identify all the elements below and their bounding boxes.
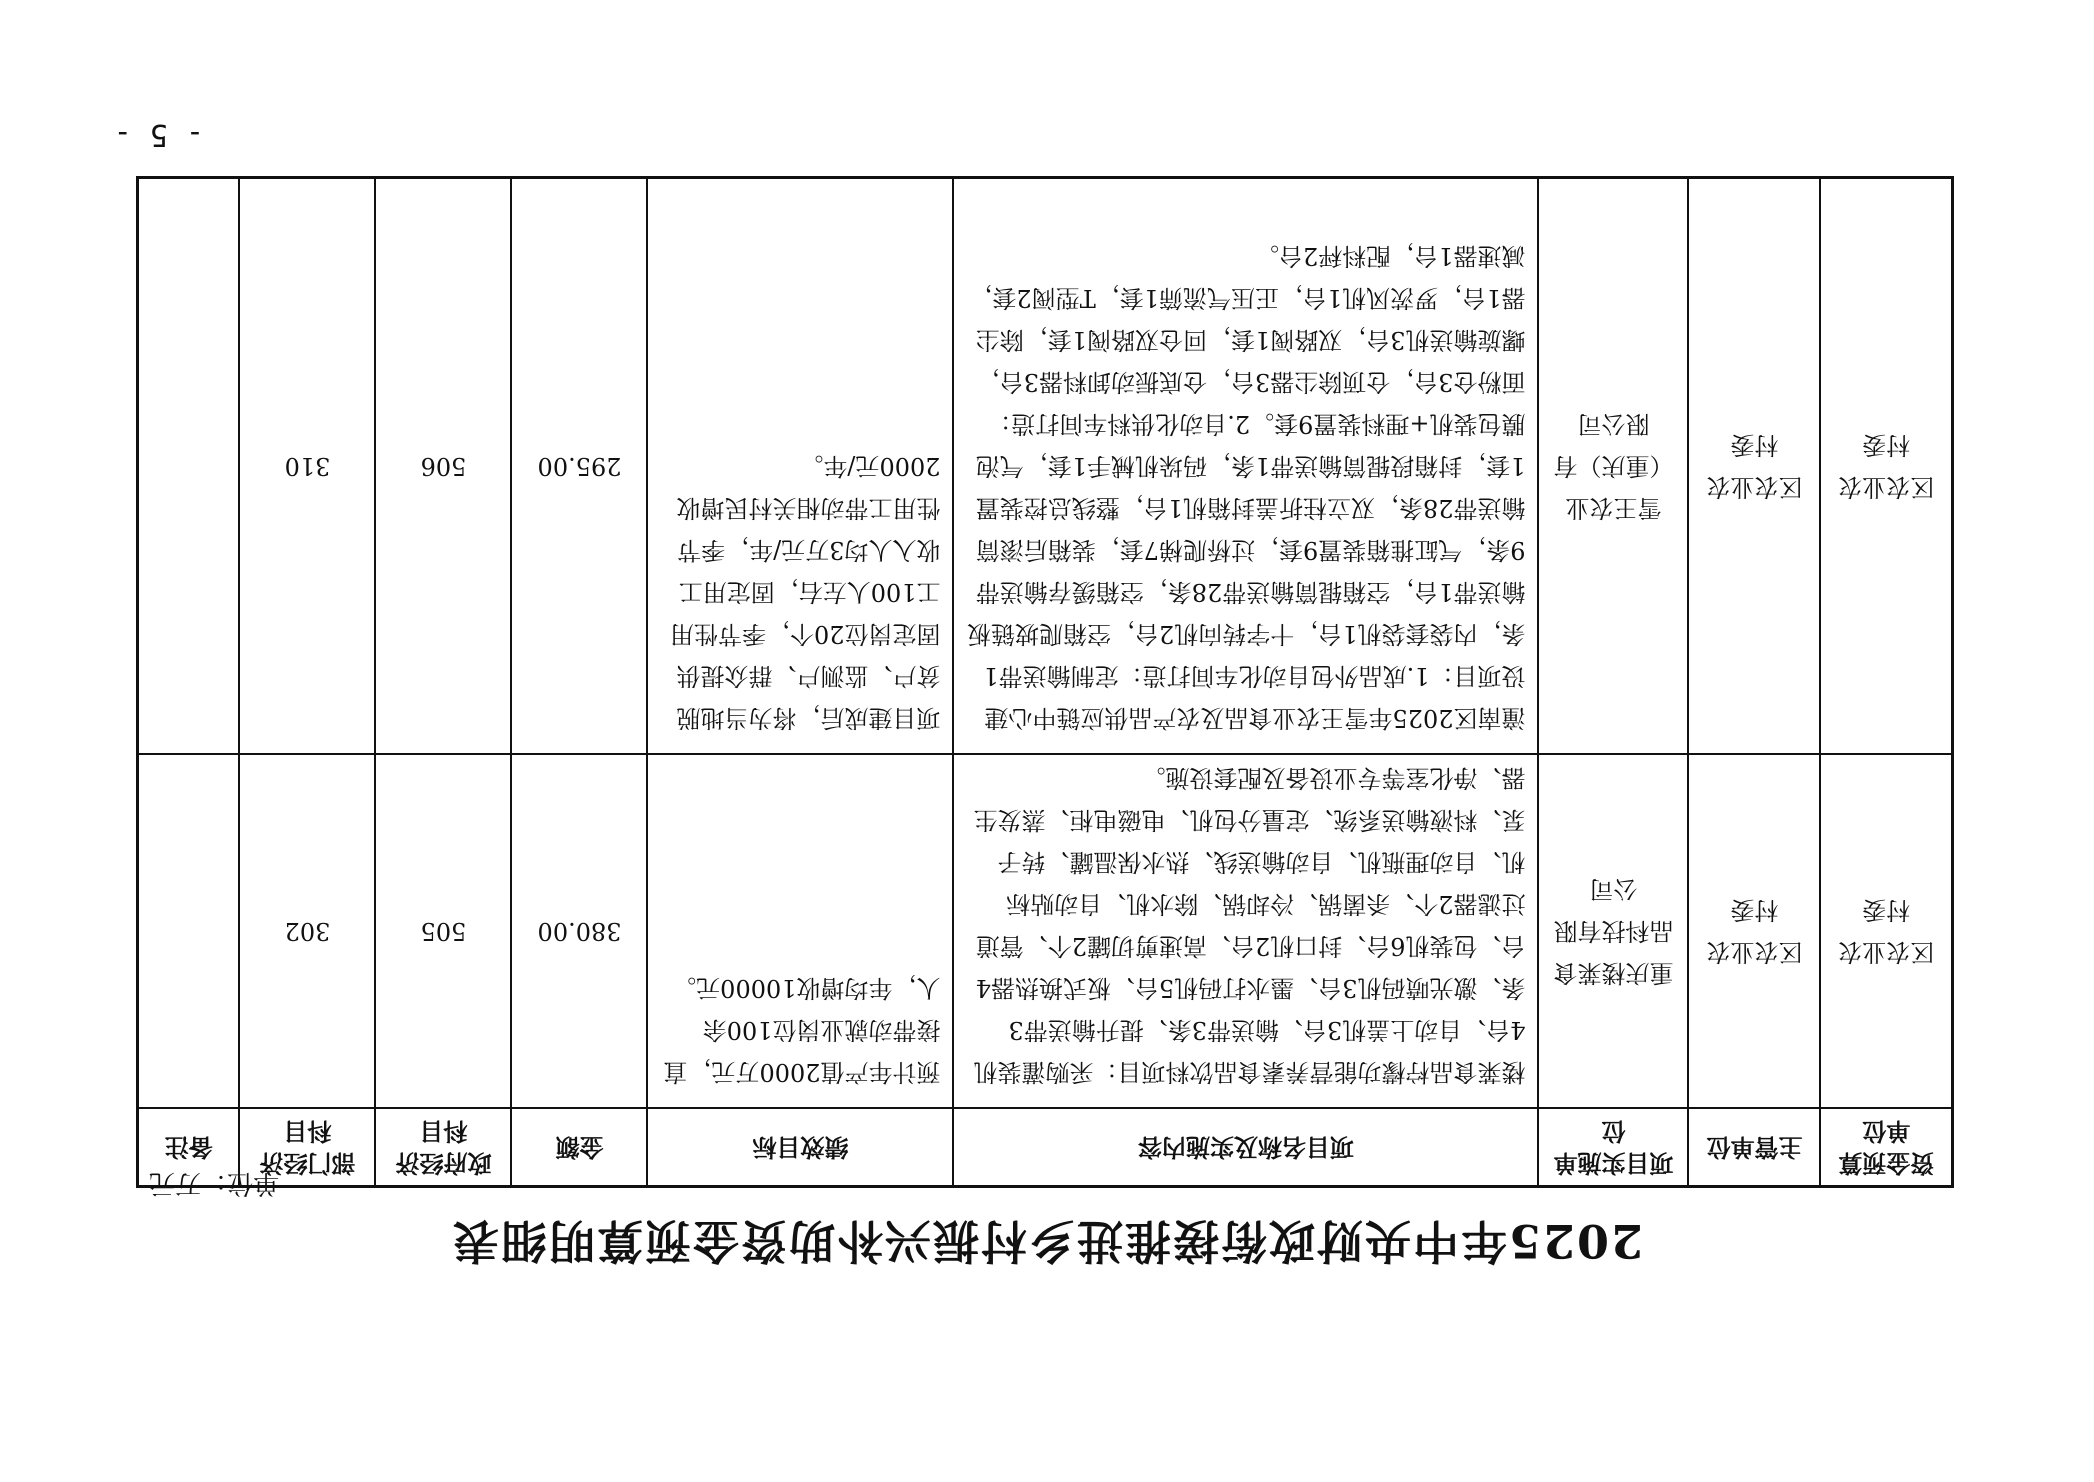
unit-label: 单位：万元	[148, 1168, 279, 1198]
cell-note	[138, 178, 240, 755]
table-header-row	[138, 1108, 1953, 1187]
budget-table	[136, 176, 1954, 1188]
document-title: 2025年中央财政衔接推进乡村振兴补助资金预算明细表	[450, 1214, 1644, 1268]
header-dept-subject: 部门经济科目	[240, 1108, 376, 1187]
cell-budget-unit: 区农业农村委	[1821, 754, 1953, 1108]
header-performance: 绩效目标	[648, 1108, 954, 1187]
cell-project-content: 潼南区2025年雪王农业食品及农产品供应链中心建设项目：1.成品外包自动化车间打造：定制输送带1条，内袋套袋机1台，十字转向机2台，空箱爬坡链板输送带1台，空箱辊筒输送带28条，空箱缓存输送带9条，气缸推箱装置9套，过桥爬梯7套，装箱后滚筒输送带28条，双立柱折盖封箱机1台，整线总控装置1套，封箱段辊筒输送带1条，码垛机械手1套，气泡膜包装机+理料装置9套。2.自动化供料车间打造：面粉仓3台，仓顶除尘器3台，仓底振动卸料器3台，螺旋输送机3台，双路阀1套，回仓双路阀1套，除尘器1台，罗茨风机1台，正压气流筛1套，T型阀2套，减速器1台，配料秤2台。	[954, 178, 1539, 755]
table-row	[138, 178, 1953, 755]
cell-dept-subject: 310	[240, 178, 376, 755]
cell-budget-unit: 区农业农村委	[1821, 178, 1953, 755]
cell-performance: 预计年产值2000万元，直接带动就业岗位100余人，年均增收10000元。	[648, 754, 954, 1108]
cell-supervisor: 区农业农村委	[1689, 178, 1821, 755]
cell-dept-subject: 302	[240, 754, 376, 1108]
cell-supervisor: 区农业农村委	[1689, 754, 1821, 1108]
cell-gov-subject: 506	[376, 178, 512, 755]
header-amount: 金额	[512, 1108, 648, 1187]
header-implementer: 项目实施单位	[1539, 1108, 1689, 1187]
cell-amount: 380.00	[512, 754, 648, 1108]
cell-note	[138, 754, 240, 1108]
cell-performance: 项目建成后，将为当地脱贫户、监测户、群众提供固定岗位20个，季节性用工100人左右，固定用工收入人均3万元/年，季节性用工带动相关村民增收2000元/年。	[648, 178, 954, 755]
cell-implementer: 重庆楼莱食品科技有限公司	[1539, 754, 1689, 1108]
cell-amount: 295.00	[512, 178, 648, 755]
header-gov-subject: 政府经济科目	[376, 1108, 512, 1187]
page-number: - 5 -	[113, 117, 204, 152]
header-supervisor: 主管单位	[1689, 1108, 1821, 1187]
header-budget-unit: 资金预算单位	[1821, 1108, 1953, 1187]
cell-gov-subject: 505	[376, 754, 512, 1108]
table-row	[138, 754, 1953, 1108]
cell-implementer: 雪王农业（重庆）有限公司	[1539, 178, 1689, 755]
header-note: 备注	[138, 1108, 240, 1187]
cell-project-content: 楼莱食品柠檬功能营养素食品饮料项目：采购灌装机4台、自动上盖机3台、输送带3条、提升输送带3条、激光喷码机3台、墨水打码机5台、板式换热器4台、包装机6台、封口机2台、高速剪切罐2个、管道过滤器2个、杀菌锅、冷却锅、除水机、自动贴标机、自动理瓶机、自动输送线、热水保温罐、转子泵、料液输送系统、定量分包机、电磁电柜、蒸发生器、净化室等专业设备及配套设施。	[954, 754, 1539, 1108]
header-project-content: 项目名称及实施内容	[954, 1108, 1539, 1187]
